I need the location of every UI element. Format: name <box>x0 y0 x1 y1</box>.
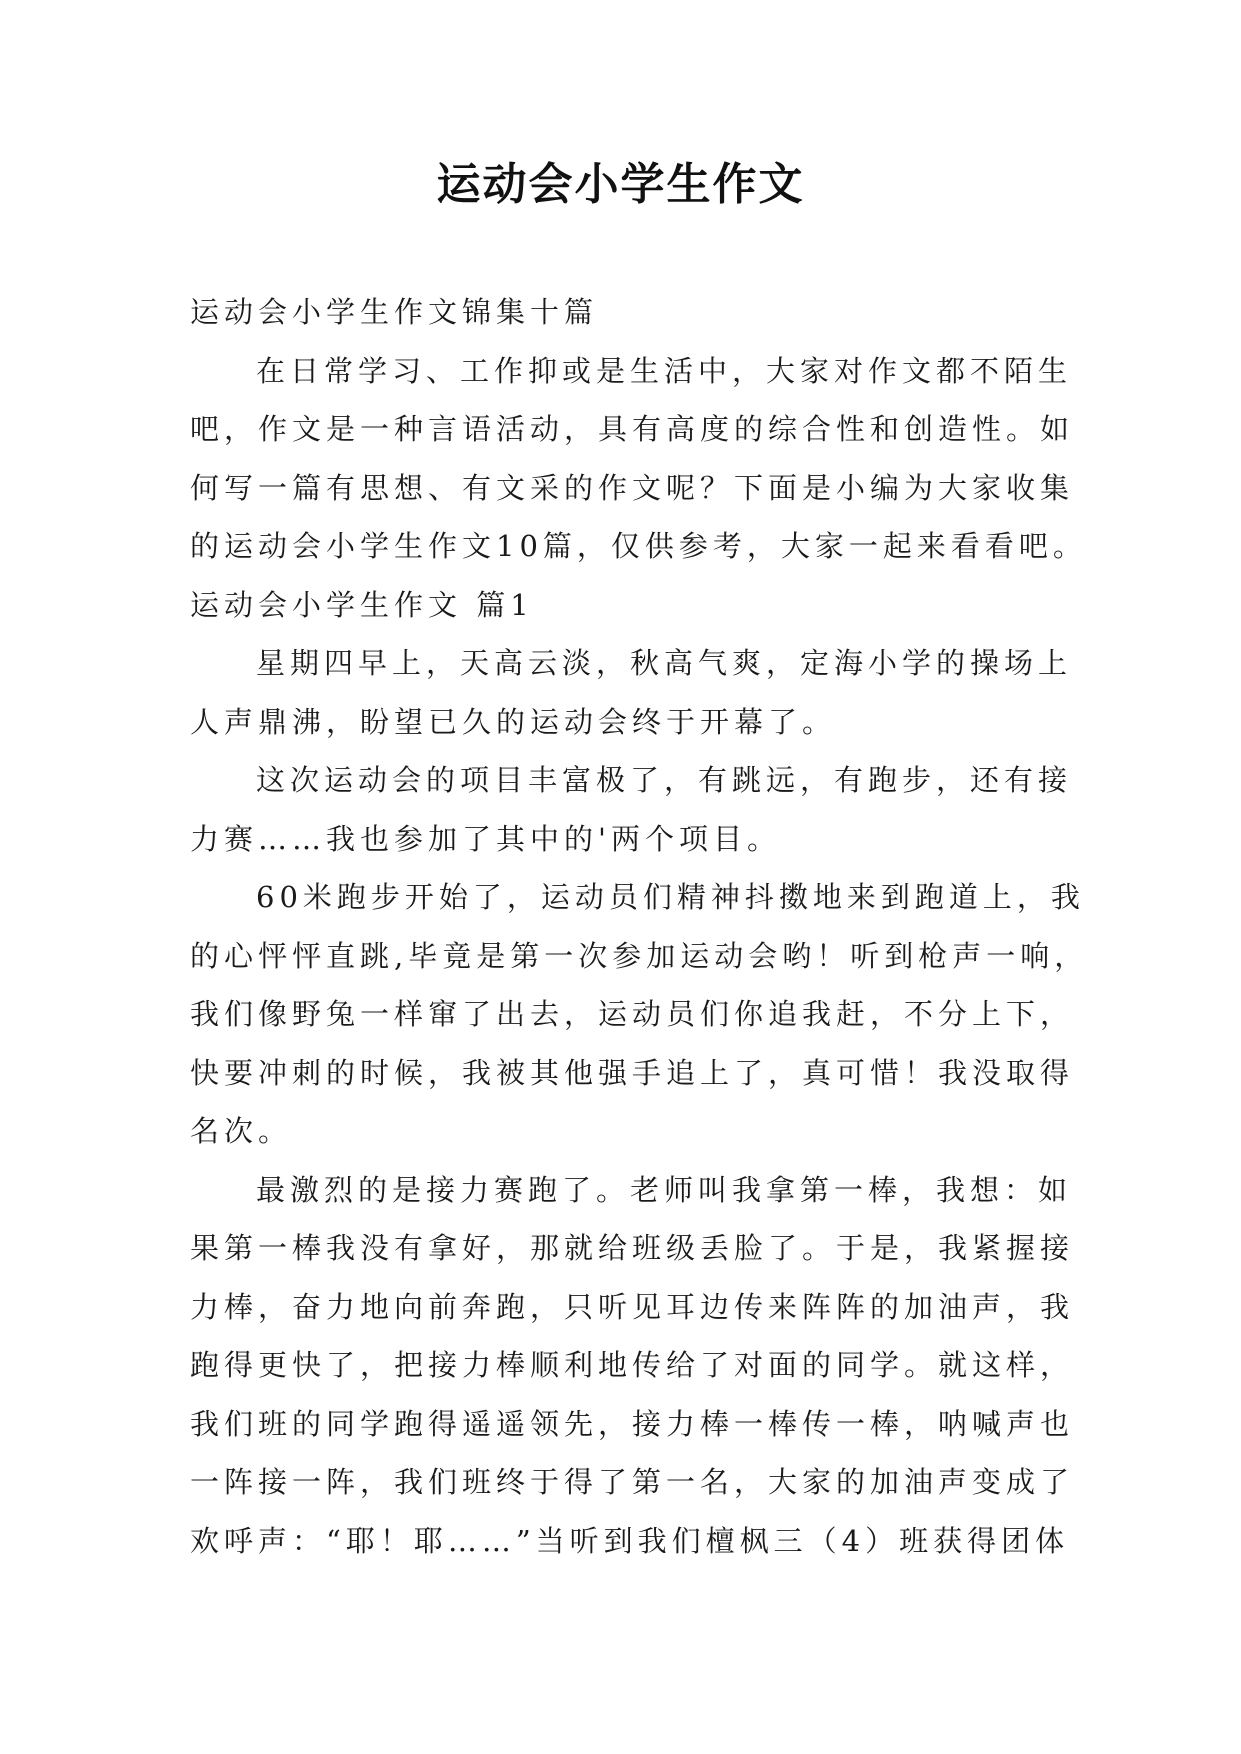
text-line: 的心怦怦直跳,毕竟是第一次参加运动会哟！听到枪声一响， <box>190 938 1089 973</box>
page-title: 运动会小学生作文 <box>436 159 805 210</box>
text-line: 力赛……我也参加了其中的'两个项目。 <box>190 821 781 856</box>
text-line: 星期四早上，天高云淡，秋高气爽，定海小学的操场上 <box>256 646 1073 680</box>
text-line: 我们像野兔一样窜了出去，运动员们你追我赶，不分上下， <box>190 997 1075 1031</box>
text-line: 何写一篇有思想、有文采的作文呢？下面是小编为大家收集 <box>190 470 1075 505</box>
document-body <box>190 283 1089 1570</box>
text-line: 60米跑步开始了，运动员们精神抖擞地来到跑道上，我 <box>256 880 1085 914</box>
text-line: 的运动会小学生作文10篇，仅供参考，大家一起来看看吧。 <box>190 529 1087 563</box>
text-line: 在日常学习、工作抑或是生活中，大家对作文都不陌生 <box>256 353 1073 388</box>
text-line: 欢呼声：“耶！耶……”当听到我们檀枫三（4）班获得团体 <box>190 1523 1070 1558</box>
text-line: 一阵接一阵，我们班终于得了第一名，大家的加油声变成了 <box>190 1465 1075 1499</box>
text-line: 吧，作文是一种言语活动，具有高度的综合性和创造性。如 <box>190 412 1075 446</box>
text-line: 人声鼎沸，盼望已久的运动会终于开幕了。 <box>190 704 837 739</box>
text-line: 运动会小学生作文 篇1 <box>190 587 534 622</box>
text-line: 快要冲刺的时候，我被其他强手追上了，真可惜！我没取得 <box>190 1055 1075 1090</box>
text-line: 运动会小学生作文锦集十篇 <box>190 295 599 329</box>
text-line: 名次。 <box>190 1114 293 1148</box>
text-line: 跑得更快了，把接力棒顺利地传给了对面的同学。就这样， <box>190 1348 1075 1382</box>
text-line: 果第一棒我没有拿好，那就给班级丢脸了。于是，我紧握接 <box>190 1231 1075 1265</box>
text-line: 我们班的同学跑得遥遥领先，接力棒一棒传一棒，呐喊声也 <box>190 1406 1075 1441</box>
text-line: 力棒，奋力地向前奔跑，只听见耳边传来阵阵的加油声，我 <box>190 1289 1075 1324</box>
text-line: 这次运动会的项目丰富极了，有跳远，有跑步，还有接 <box>256 763 1073 797</box>
text-line: 最激烈的是接力赛跑了。老师叫我拿第一棒，我想：如 <box>256 1172 1073 1207</box>
